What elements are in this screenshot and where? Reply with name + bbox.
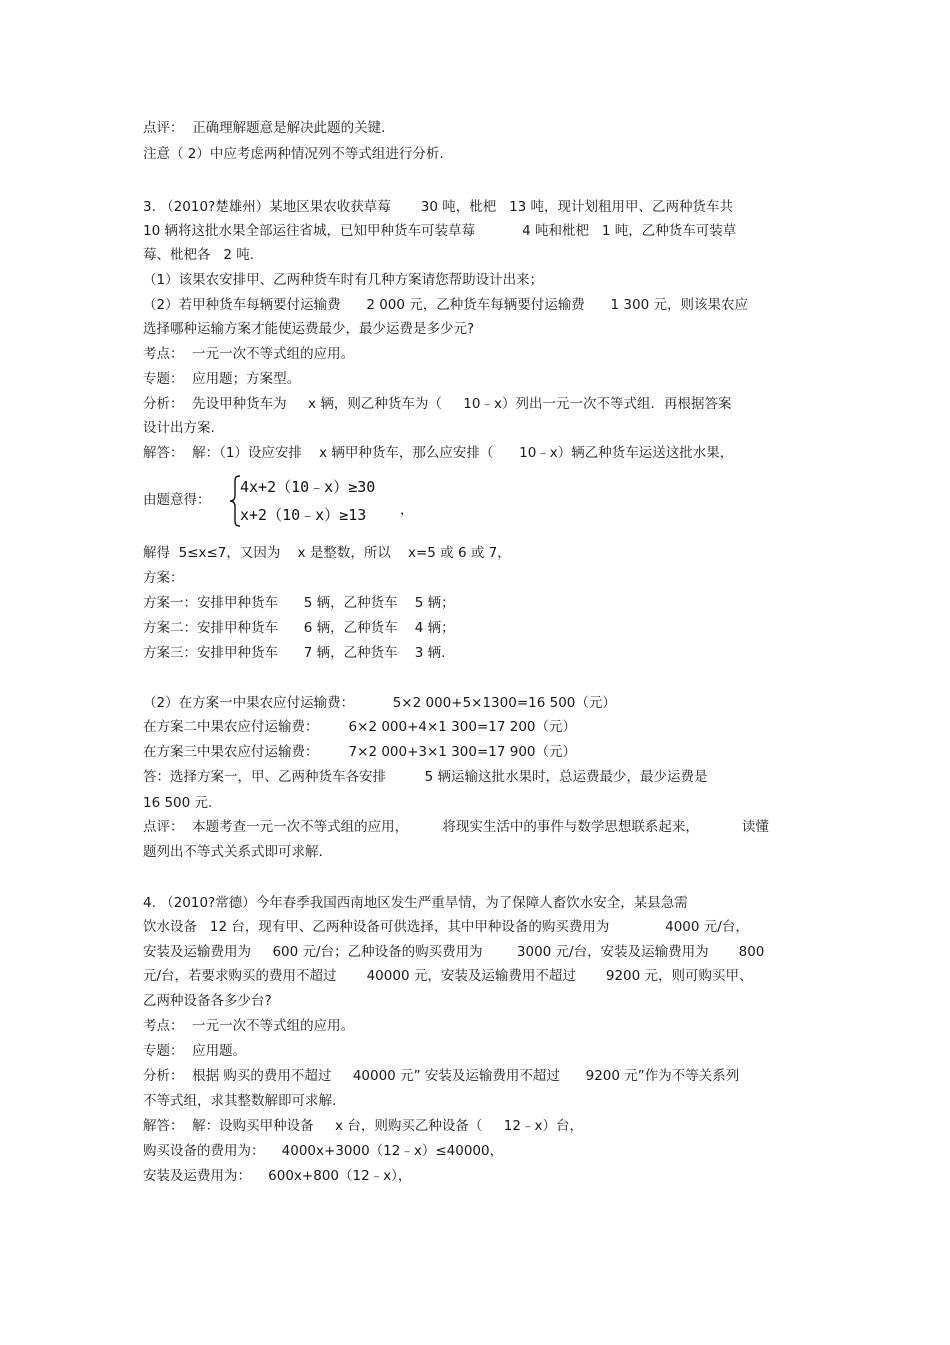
problem3-analysis-line2: 设计出方案. [143,420,215,436]
problem3-solve-result: 解得 5≤x≤7，又因为 x 是整数，所以 x=5 或 6 或 7， [143,545,511,561]
problem4-question-line1: 4. （2010?常德）今年春季我国西南地区发生严重旱情，为了保障人畜饮水安全，某县急需 [143,895,688,911]
problem4-question-line3: 安装及运输费用为 600 元/台；乙种设备的购买费用为 3000 元/台，安装及运输费用为 800 [143,944,765,960]
problem4-analysis-line1: 分析： 根据 购买的费用不超过 40000 元” 安装及运输费用不超过 9200 元”作为不等关系列 [143,1068,740,1084]
problem3-plan3: 方案三：安排甲种货车 7 辆，乙种货车 3 辆. [143,645,446,661]
inequality-system [228,474,418,528]
problem3-plans-label: 方案： [143,570,184,586]
problem4-install-cost: 安装及运费用为： 600x+800（12﹣x）， [143,1168,412,1184]
review-line: 点评： 正确理解题意是解决此题的关键. [143,120,386,136]
problem3-analysis-line1: 分析： 先设甲种货车为 x 辆，则乙种货车为（ 10﹣x）列出一元一次不等式组．再根据答案 [143,396,732,412]
problem3-plan1: 方案一：安排甲种货车 5 辆，乙种货车 5 辆； [143,595,455,611]
problem3-answer-line2: 16 500 元. [143,795,213,811]
problem3-answer-line1: 答：选择方案一，甲、乙两种货车各安排 5 辆运输这批水果时，总运费最少，最少运费是 [143,769,708,785]
problem3-question-part2-line2: 选择哪种运输方案才能使运费最少，最少运费是多少元? [143,321,475,337]
problem3-given-label: 由题意得： [143,492,211,508]
problem3-question-part1: （1）该果农安排甲、乙两种货车时有几种方案请您帮助设计出来； [143,272,544,288]
problem3-solution-intro: 解答： 解：（1）设应安排 x 辆甲种货车，那么应安排（ 10﹣x）辆乙种货车运送这批水果， [143,445,734,461]
inequality-1: 4x+2（10﹣x）≥30 [240,478,376,496]
inequality-2: x+2（10﹣x）≥13 [240,506,367,524]
problem3-question-line3: 莓、枇杷各 2 吨. [143,247,255,263]
problem4-purchase-cost: 购买设备的费用为： 4000x+3000（12﹣x）≤40000， [143,1143,504,1159]
problem3-review-line2: 题列出不等式关系式即可求解. [143,844,323,860]
problem3-zhuanti: 专题： 应用题；方案型。 [143,371,301,387]
problem4-kaodian: 考点： 一元一次不等式组的应用。 [143,1018,355,1034]
problem4-analysis-line2: 不等式组，求其整数解即可求解. [143,1093,337,1109]
problem3-cost-plan2: 在方案二中果农应付运输费： 6×2 000+4×1 300=17 200（元） [143,719,576,735]
note-line: 注意（ 2）中应考虑两种情况列不等式组进行分析. [143,146,444,162]
problem4-solution-intro: 解答： 解：设购买甲种设备 x 台，则购买乙种设备（ 12﹣x）台， [143,1118,583,1134]
problem4-question-line4: 元/台，若要求购买的费用不超过 40000 元，安装及运输费用不超过 9200 元，则可购买甲、 [143,968,753,984]
problem3-cost-plan3: 在方案三中果农应付运输费： 7×2 000+3×1 300=17 900（元） [143,744,576,760]
problem4-question-line5: 乙两种设备各多少台? [143,993,272,1009]
problem3-plan2: 方案二：安排甲种货车 6 辆，乙种货车 4 辆； [143,620,455,636]
problem3-kaodian: 考点： 一元一次不等式组的应用。 [143,346,355,362]
problem3-question-part2-line1: （2）若甲种货车每辆要付运输费 2 000 元，乙种货车每辆要付运输费 1 300 元，则该果农应 [143,297,748,313]
problem3-question-line2: 10 辆将这批水果全部运往省城，已知甲种货车可装草莓 4 吨和枇杷 1 吨，乙种货车可装草 [143,223,737,239]
problem4-question-line2: 饮水设备 12 台，现有甲、乙两种设备可供选择，其中甲种设备的购买费用为 4000 元/台， [143,919,749,935]
problem3-cost-plan1: （2）在方案一中果农应付运输费： 5×2 000+5×1300=16 500（元） [143,695,616,711]
problem3-review-line1: 点评： 本题考查一元一次不等式组的应用， 将现实生活中的事件与数学思想联系起来， 读懂 [143,819,769,835]
problem3-question-line1: 3. （2010?楚雄州）某地区果农收获草莓 30 吨，枇杷 13 吨，现计划租用甲、乙两种货车共 [143,199,734,215]
problem4-zhuanti: 专题： 应用题。 [143,1043,247,1059]
inequality-comma: ， [400,502,414,518]
